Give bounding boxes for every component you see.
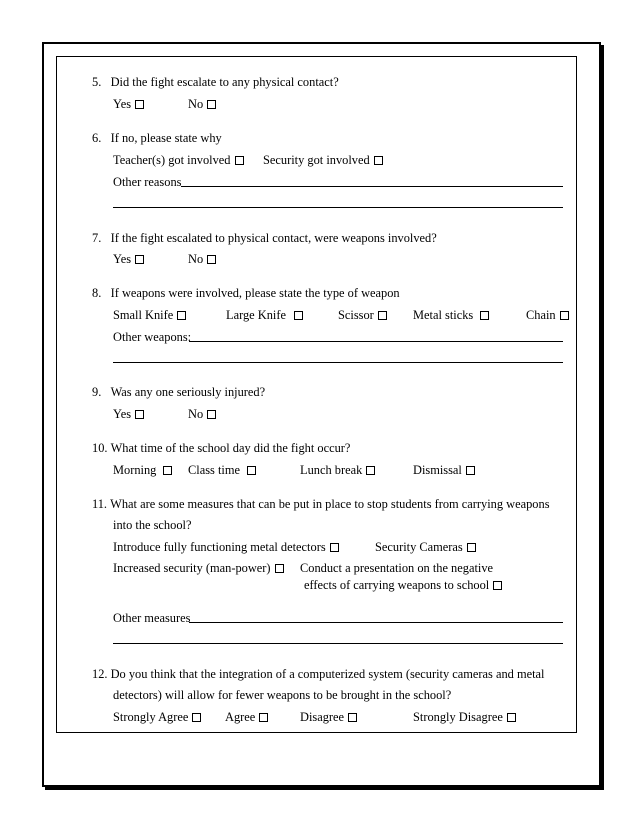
q7-yes-option[interactable] xyxy=(113,252,144,266)
option-label: Scissor xyxy=(338,308,374,322)
q5-no-option[interactable] xyxy=(188,97,216,111)
option-label: Security Cameras xyxy=(375,540,463,554)
question-9 xyxy=(92,385,265,399)
option-label: Small Knife xyxy=(113,308,174,322)
question-11-line-2: into the school? xyxy=(113,518,192,532)
q11-presentation-option[interactable] xyxy=(304,578,502,592)
question-number: 6. xyxy=(92,131,102,145)
question-text: What time of the school day did the fight occur? xyxy=(110,441,351,455)
q8-other-label: Other weapons: xyxy=(113,330,192,344)
checkbox[interactable] xyxy=(275,564,284,573)
checkbox[interactable] xyxy=(374,156,383,165)
checkbox[interactable] xyxy=(294,311,303,320)
question-text: If weapons were involved, please state the type of weapon xyxy=(110,286,400,300)
checkbox[interactable] xyxy=(207,100,216,109)
q11-security-cameras-option[interactable] xyxy=(375,540,476,554)
option-label: Yes xyxy=(113,407,132,421)
q8-large-knife-option[interactable] xyxy=(226,308,303,322)
checkbox[interactable] xyxy=(163,466,172,475)
option-label: Metal sticks xyxy=(413,308,474,322)
checkbox[interactable] xyxy=(247,466,256,475)
question-text: Do you think that the integration of a computerized system (security cameras and metal xyxy=(110,667,545,681)
q8-other-input-line[interactable] xyxy=(189,341,563,342)
checkbox[interactable] xyxy=(207,255,216,264)
q5-yes-option[interactable] xyxy=(113,97,144,111)
q8-metal-sticks-option[interactable] xyxy=(413,308,489,322)
option-label: No xyxy=(188,252,204,266)
option-label: Increased security (man-power) xyxy=(113,561,271,575)
question-6 xyxy=(92,131,222,145)
q12-strongly-agree-option[interactable] xyxy=(113,710,201,724)
checkbox[interactable] xyxy=(259,713,268,722)
q8-scissor-option[interactable] xyxy=(338,308,387,322)
question-text: Did the fight escalate to any physical contact? xyxy=(110,75,339,89)
option-label: Chain xyxy=(526,308,556,322)
question-text: What are some measures that can be put in place to stop students from carrying weapons xyxy=(110,497,550,511)
checkbox[interactable] xyxy=(348,713,357,722)
q8-other-input-line-2[interactable] xyxy=(113,362,563,363)
q11-other-input-line-2[interactable] xyxy=(113,643,563,644)
q9-no-option[interactable] xyxy=(188,407,216,421)
question-number: 8. xyxy=(92,286,102,300)
q11-presentation-option-label: Conduct a presentation on the negative xyxy=(300,561,494,575)
q6-teacher-option[interactable] xyxy=(113,153,244,167)
option-label: Disagree xyxy=(300,710,345,724)
checkbox[interactable] xyxy=(493,581,502,590)
option-label: No xyxy=(188,97,204,111)
q6-other-label: Other reasons xyxy=(113,175,182,189)
q6-other-input-line-2[interactable] xyxy=(113,207,563,208)
q11-other-input-line[interactable] xyxy=(189,622,563,623)
option-label: Strongly Agree xyxy=(113,710,189,724)
option-label: No xyxy=(188,407,204,421)
checkbox[interactable] xyxy=(560,311,569,320)
question-number: 9. xyxy=(92,385,102,399)
checkbox[interactable] xyxy=(192,713,201,722)
q6-security-option[interactable] xyxy=(263,153,383,167)
q7-no-option[interactable] xyxy=(188,252,216,266)
checkbox[interactable] xyxy=(135,255,144,264)
q11-metal-detectors-option[interactable] xyxy=(113,540,339,554)
option-label: Yes xyxy=(113,97,132,111)
q11-increased-security-option[interactable] xyxy=(113,561,284,575)
question-text: Was any one seriously injured? xyxy=(110,385,266,399)
checkbox[interactable] xyxy=(235,156,244,165)
q12-agree-option[interactable] xyxy=(225,710,268,724)
q10-dismissal-option[interactable] xyxy=(413,463,475,477)
checkbox[interactable] xyxy=(135,100,144,109)
option-label: Morning xyxy=(113,463,157,477)
q11-other-label: Other measures xyxy=(113,611,191,625)
checkbox[interactable] xyxy=(480,311,489,320)
q10-lunch-break-option[interactable] xyxy=(300,463,375,477)
question-text: If no, please state why xyxy=(110,131,222,145)
question-7 xyxy=(92,231,437,245)
option-label: Security got involved xyxy=(263,153,370,167)
option-label: Introduce fully functioning metal detectors xyxy=(113,540,326,554)
question-10 xyxy=(92,441,350,455)
q8-small-knife-option[interactable] xyxy=(113,308,186,322)
option-label: Large Knife xyxy=(226,308,286,322)
option-label: Dismissal xyxy=(413,463,462,477)
checkbox[interactable] xyxy=(135,410,144,419)
q8-chain-option[interactable] xyxy=(526,308,569,322)
option-label: Strongly Disagree xyxy=(413,710,503,724)
question-8 xyxy=(92,286,400,300)
q12-strongly-disagree-option[interactable] xyxy=(413,710,516,724)
checkbox[interactable] xyxy=(378,311,387,320)
question-number: 5. xyxy=(92,75,102,89)
question-11 xyxy=(92,497,550,511)
option-label: Lunch break xyxy=(300,463,363,477)
checkbox[interactable] xyxy=(507,713,516,722)
checkbox[interactable] xyxy=(467,543,476,552)
question-5 xyxy=(92,75,339,89)
checkbox[interactable] xyxy=(207,410,216,419)
question-12 xyxy=(92,667,545,681)
option-label: Teacher(s) got involved xyxy=(113,153,231,167)
question-12-line-2: detectors) will allow for fewer weapons to be brought in the school? xyxy=(113,688,452,702)
question-number: 10. xyxy=(92,441,108,455)
q6-other-input-line[interactable] xyxy=(181,186,563,187)
question-text: If the fight escalated to physical contact, were weapons involved? xyxy=(110,231,437,245)
q10-morning-option[interactable] xyxy=(113,463,172,477)
checkbox[interactable] xyxy=(466,466,475,475)
q12-disagree-option[interactable] xyxy=(300,710,357,724)
checkbox[interactable] xyxy=(330,543,339,552)
checkbox[interactable] xyxy=(177,311,186,320)
q9-yes-option[interactable] xyxy=(113,407,144,421)
q10-class-time-option[interactable] xyxy=(188,463,256,477)
option-label: effects of carrying weapons to school xyxy=(304,578,490,592)
question-number: 12. xyxy=(92,667,108,681)
option-label: Class time xyxy=(188,463,240,477)
option-label: Yes xyxy=(113,252,132,266)
option-label: Agree xyxy=(225,710,256,724)
question-number: 7. xyxy=(92,231,102,245)
question-number: 11. xyxy=(92,497,108,511)
checkbox[interactable] xyxy=(366,466,375,475)
